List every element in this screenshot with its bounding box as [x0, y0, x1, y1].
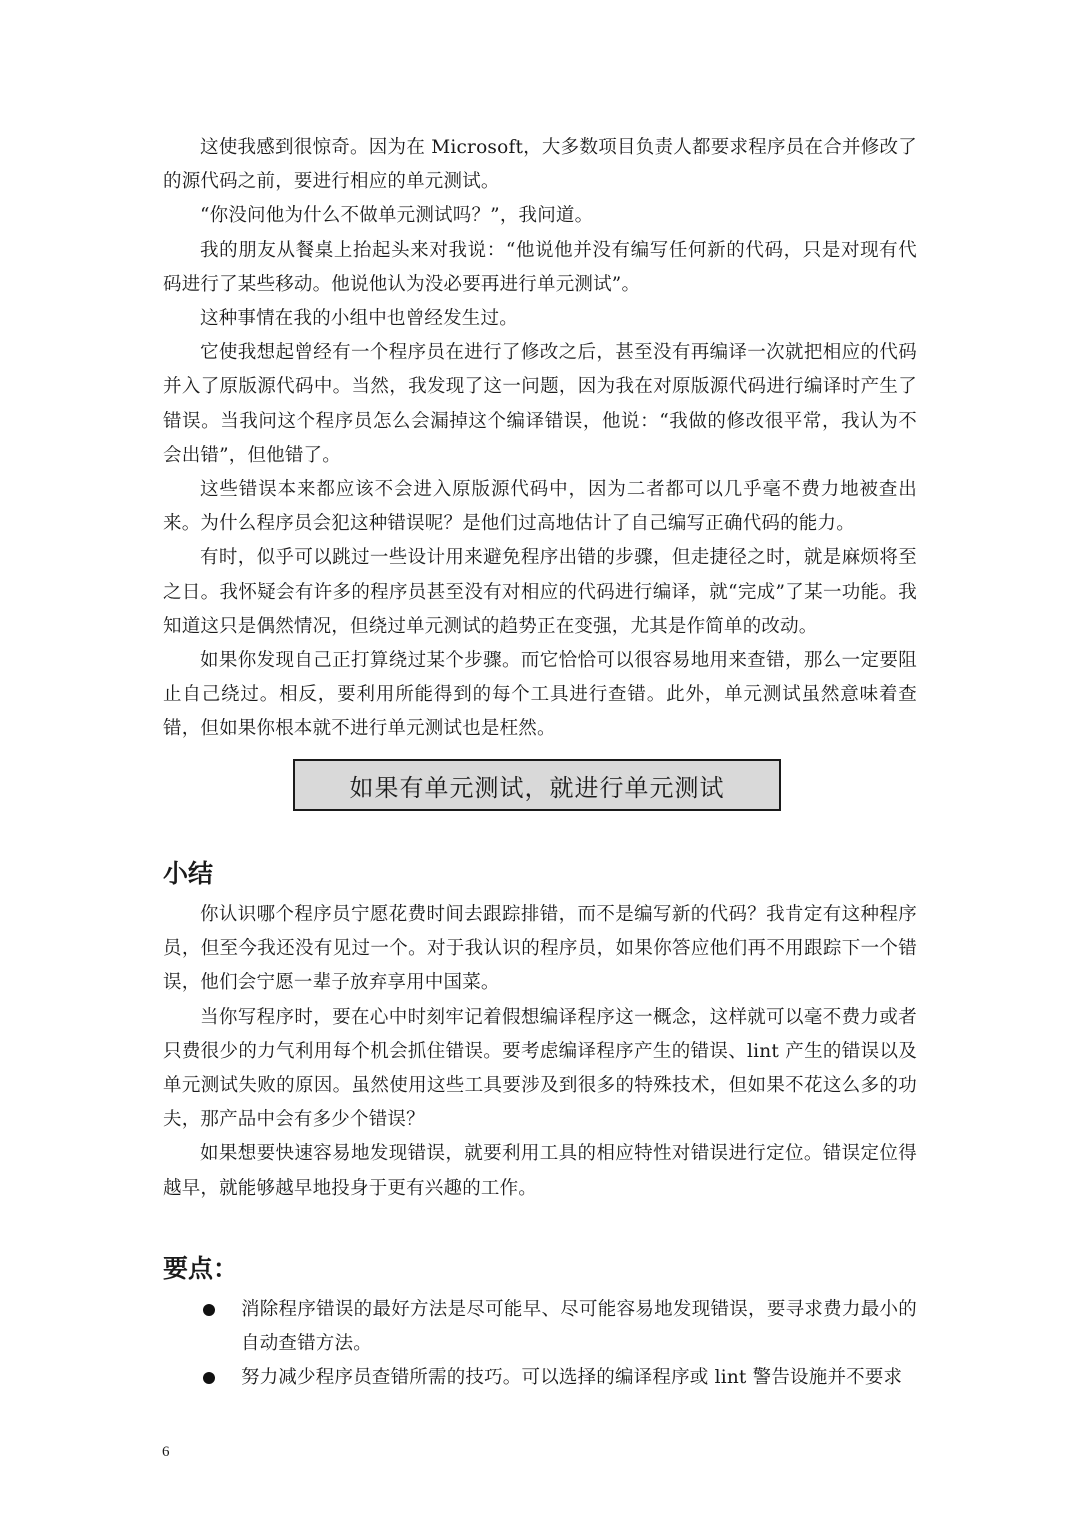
list-item-text: 消除程序错误的最好方法是尽可能早、尽可能容易地发现错误，要寻求费力最小的自动查错方法。: [241, 1299, 917, 1355]
bullet-icon: [203, 1304, 215, 1316]
section-heading-summary: 小结: [163, 859, 214, 888]
paragraph: 当你写程序时，要在心中时刻牢记着假想编译程序这一概念，这样就可以毫不费力或者只费很少的力气利用每个机会抓住错误。要考虑编译程序产生的错误、lint 产生的错误以及单元测试失败的原因。虽然使用这些工具要涉及到很多的特殊技术，但如果不花这么多的功夫，那产品中会有多少个错误？: [163, 1006, 917, 1131]
key-points-list: [163, 1293, 917, 1396]
paragraph: 它使我想起曾经有一个程序员在进行了修改之后，甚至没有再编译一次就把相应的代码并入了原版源代码中。当然，我发现了这一问题，因为我在对原版源代码进行编译时产生了错误。当我问这个程序员怎么会漏掉这个编译错误，他说：“我做的修改很平常，我认为不会出错”，但他错了。: [163, 342, 917, 466]
paragraph: 如果你发现自己正打算绕过某个步骤。而它恰恰可以很容易地用来查错，那么一定要阻止自己绕过。相反，要利用所能得到的每个工具进行查错。此外，单元测试虽然意味着查错，但如果你根本就不进行单元测试也是枉然。: [163, 650, 917, 740]
bullet-icon: [203, 1372, 215, 1384]
list-item-text: 努力减少程序员查错所需的技巧。可以选择的编译程序或 lint 警告设施并不要求: [241, 1367, 903, 1389]
paragraph: 如果想要快速容易地发现错误，就要利用工具的相应特性对错误进行定位。错误定位得越早，就能够越早地投身于更有兴趣的工作。: [163, 1143, 917, 1199]
highlight-box: 如果有单元测试，就进行单元测试: [293, 759, 781, 811]
page-number: 6: [162, 1444, 170, 1460]
paragraph: 有时，似乎可以跳过一些设计用来避免程序出错的步骤，但走捷径之时，就是麻烦将至之日。我怀疑会有许多的程序员甚至没有对相应的代码进行编译，就“完成”了某一功能。我知道这只是偶然情况，但绕过单元测试的趋势正在变强，尤其是作简单的改动。: [163, 547, 917, 637]
body-text: [163, 131, 917, 747]
paragraph: 这使我感到很惊奇。因为在 Microsoft，大多数项目负责人都要求程序员在合并修改了的源代码之前，要进行相应的单元测试。: [163, 137, 917, 193]
list-item: [163, 1361, 917, 1395]
paragraph: 你认识哪个程序员宁愿花费时间去跟踪排错，而不是编写新的代码？我肯定有这种程序员，但至今我还没有见过一个。对于我认识的程序员，如果你答应他们再不用跟踪下一个错误，他们会宁愿一辈子放弃享用中国菜。: [163, 904, 917, 994]
paragraph: 这种事情在我的小组中也曾经发生过。: [200, 308, 518, 330]
paragraph: 这些错误本来都应该不会进入原版源代码中，因为二者都可以几乎毫不费力地被查出来。为什么程序员会犯这种错误呢？是他们过高地估计了自己编写正确代码的能力。: [163, 479, 917, 535]
paragraph: “你没问他为什么不做单元测试吗？”，我问道。: [200, 205, 594, 227]
section-heading-key-points: 要点：: [163, 1254, 239, 1283]
list-item: [163, 1293, 917, 1361]
summary-text: [163, 898, 917, 1206]
paragraph: 我的朋友从餐桌上抬起头来对我说：“他说他并没有编写任何新的代码，只是对现有代码进行了某些移动。他说他认为没必要再进行单元测试”。: [163, 239, 917, 295]
